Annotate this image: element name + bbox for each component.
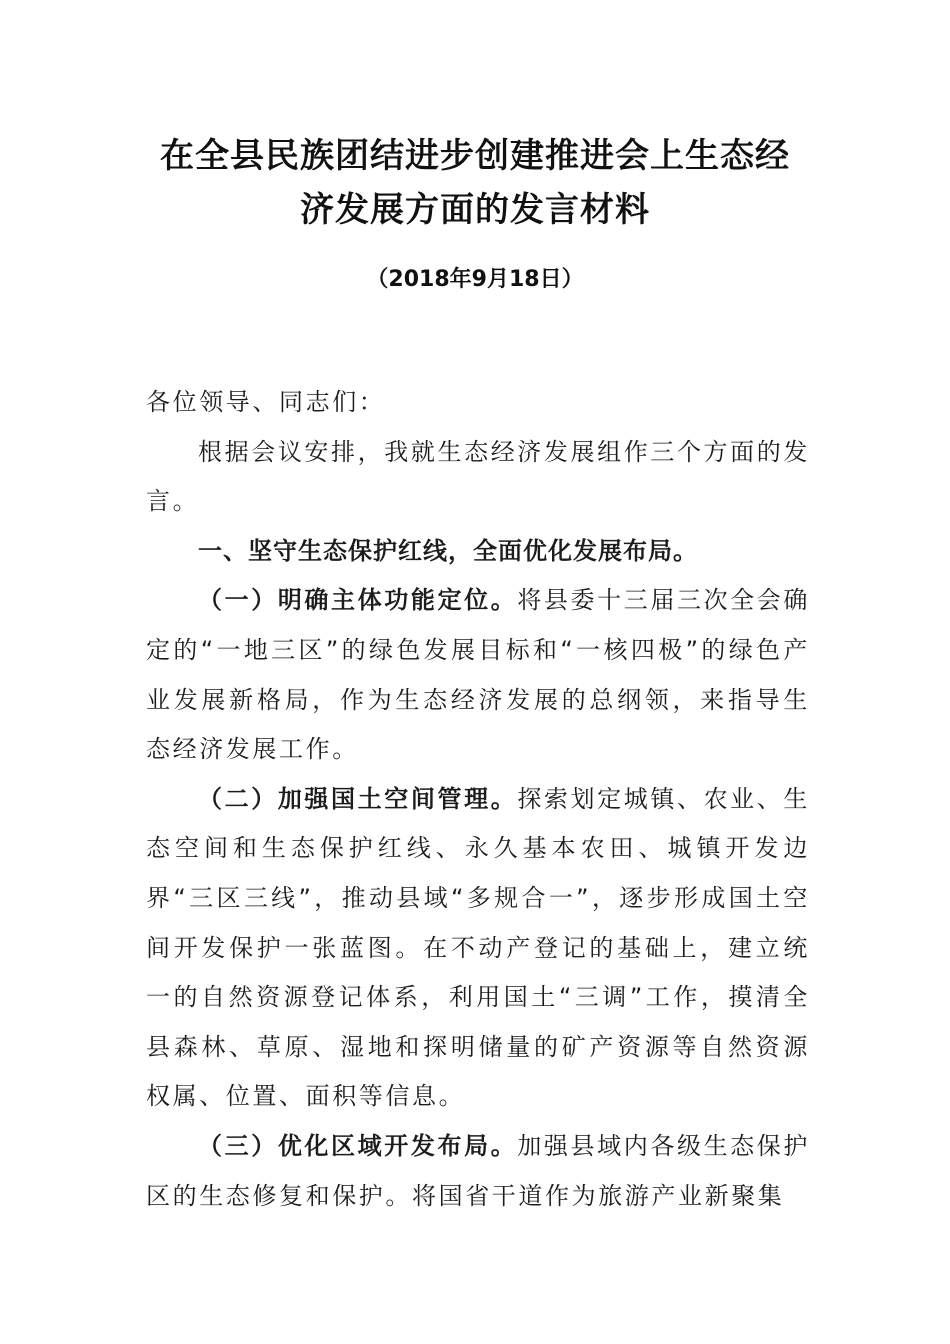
item-3-text: 加强县域内各级生态保护区的生态修复和保护。将国省干道作为旅游产业新聚集 <box>146 1131 810 1210</box>
item-3-paragraph <box>146 1122 810 1221</box>
item-1-paragraph <box>146 576 810 774</box>
item-2-text: 探索划定城镇、农业、生态空间和生态保护红线、永久基本农田、城镇开发边界“三区三线”，推动县域“多规合一”，逐步形成国土空间开发保护一张蓝图。在不动产登记的基础上，建立统一的自然资源登记体系，利用国土“三调”工作，摸清全县森林、草原、湿地和探明储量的矿产资源等自然资源权属、位置、面积等信息。 <box>146 784 810 1111</box>
document-title-line-2: 济发展方面的发言材料 <box>300 190 650 230</box>
document-title-line-1: 在全县民族团结进步创建推进会上生态经 <box>160 136 790 176</box>
item-1-heading: （一）明确主体功能定位。 <box>198 586 518 615</box>
item-1-text: 将县委十三届三次全会确定的“一地三区”的绿色发展目标和“一核四极”的绿色产业发展新格局，作为生态经济发展的总纲领，来指导生态经济发展工作。 <box>146 586 810 764</box>
document-date: （2018年9月18日） <box>366 267 584 292</box>
item-2-heading: （二）加强国土空间管理。 <box>198 784 518 813</box>
document-body <box>146 378 810 1221</box>
item-3-heading: （三）优化区域开发布局。 <box>198 1131 518 1160</box>
section-1-heading: 一、坚守生态保护红线，全面优化发展布局。 <box>198 536 698 565</box>
intro-paragraph: 根据会议安排，我就生态经济发展组作三个方面的发言。 <box>146 437 810 516</box>
salutation: 各位领导、同志们： <box>146 388 386 416</box>
item-2-paragraph <box>146 775 810 1122</box>
